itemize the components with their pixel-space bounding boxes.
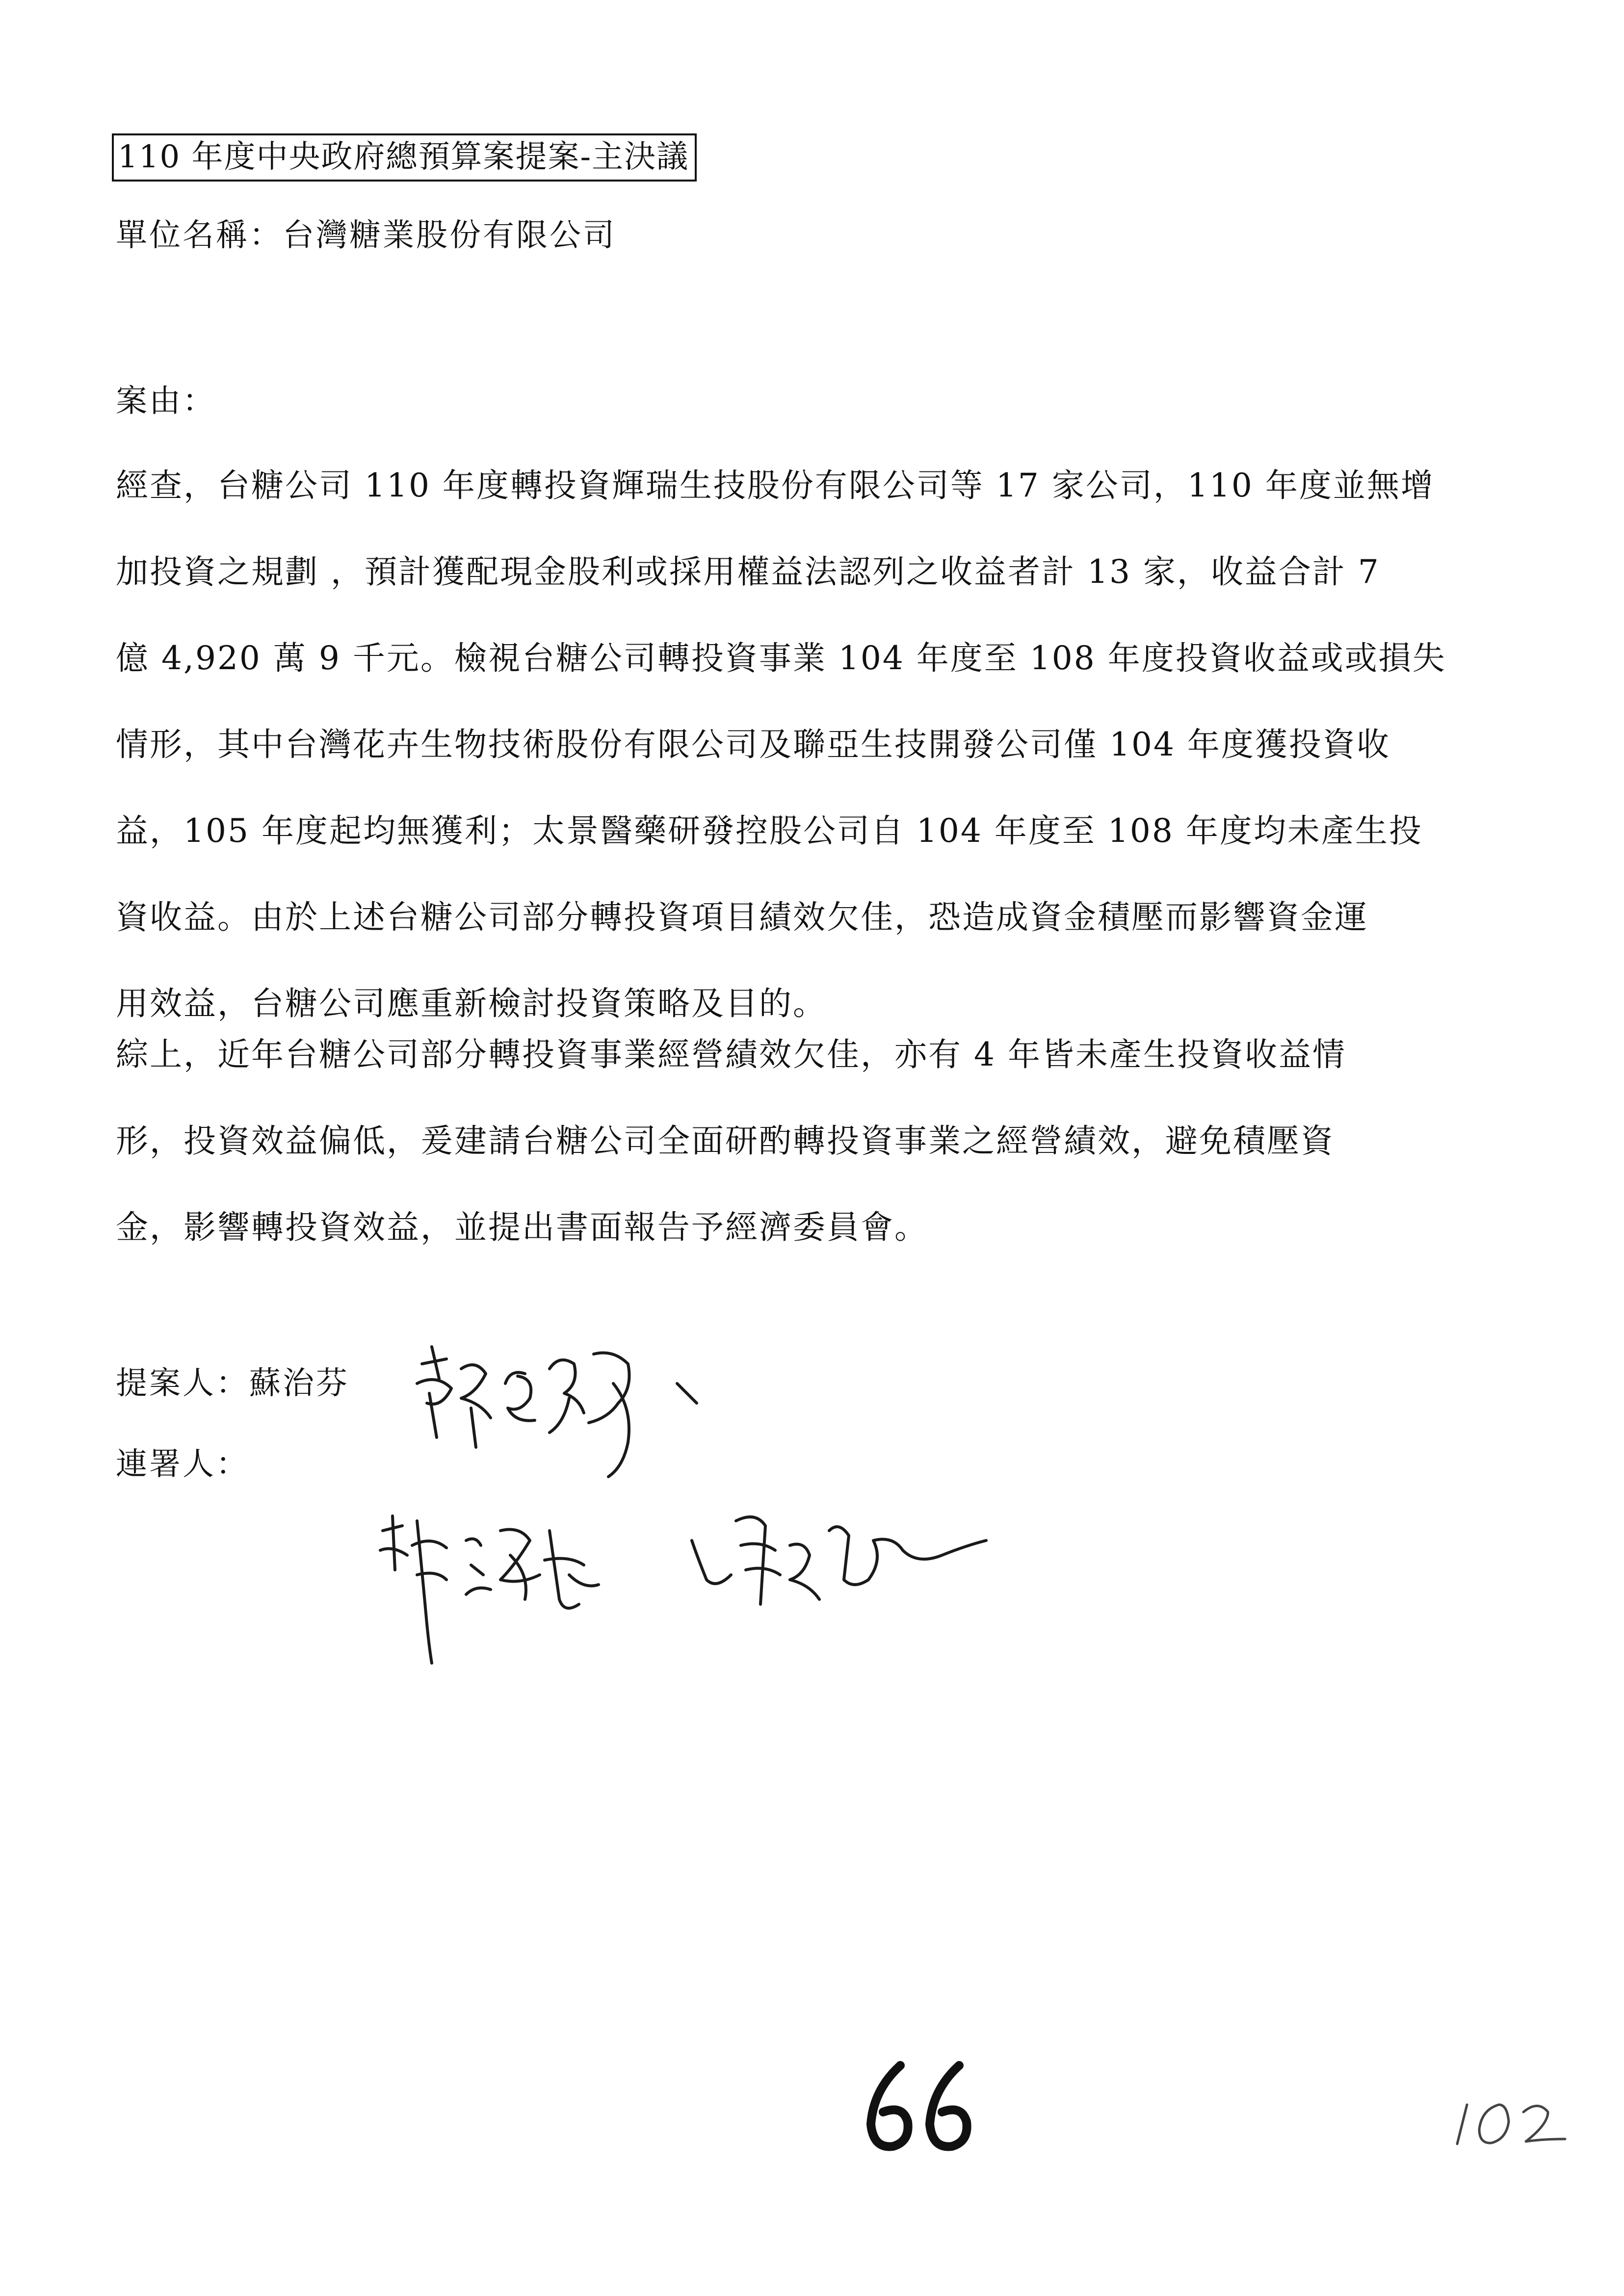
cosigner-signature-2 (687, 1491, 991, 1619)
paragraph-line: 情形，其中台灣花卉生物技術股份有限公司及聯亞生技開發公司僅 104 年度獲投資收 (116, 726, 1390, 763)
paragraph-line: 億 4,920 萬 9 千元。檢視台糖公司轉投資事業 104 年度至 108 年度投資收益或或損失 (116, 639, 1446, 677)
paragraph-line: 形，投資效益偏低，爰建請台糖公司全面研酌轉投資事業之經營績效，避免積壓資 (116, 1122, 1335, 1160)
cosigner-signature-1 (373, 1501, 628, 1668)
paragraph-line: 用效益，台糖公司應重新檢討投資策略及目的。 (116, 985, 827, 1022)
paragraph-line: 益，105 年度起均無獲利；太景醫藥研發控股公司自 104 年度至 108 年度均未產生投 (116, 812, 1423, 850)
paragraph-line: 加投資之規劃 ，預計獲配現金股利或採用權益法認列之收益者計 13 家，收益合計 7 (116, 553, 1380, 591)
reason-paragraph-2 (116, 1035, 1548, 1294)
handwritten-page-number (854, 2051, 981, 2159)
proposal-title: 110 年度中央政府總預算案提案-主決議 (112, 133, 697, 182)
reason-label: 案由： (116, 383, 216, 419)
paragraph-line: 資收益。由於上述台糖公司部分轉投資項目績效欠佳，恐造成資金積壓而影響資金運 (116, 898, 1368, 936)
proposer-signature (402, 1325, 707, 1487)
paragraph-line: 金，影響轉投資效益，並提出書面報告予經濟委員會。 (116, 1208, 928, 1246)
reason-paragraph-1 (116, 466, 1548, 1070)
unit-name: 單位名稱：台灣糖業股份有限公司 (116, 217, 616, 254)
handwritten-corner-number (1452, 2090, 1570, 2154)
paragraph-line: 經查，台糖公司 110 年度轉投資輝瑞生技股份有限公司等 17 家公司，110 年度並無增 (116, 467, 1435, 504)
proposer-line: 提案人：蘇治芬 (116, 1365, 349, 1402)
paragraph-line: 綜上，近年台糖公司部分轉投資事業經營績效欠佳，亦有 4 年皆未產生投資收益情 (116, 1036, 1346, 1073)
cosigner-line: 連署人： (116, 1446, 249, 1483)
